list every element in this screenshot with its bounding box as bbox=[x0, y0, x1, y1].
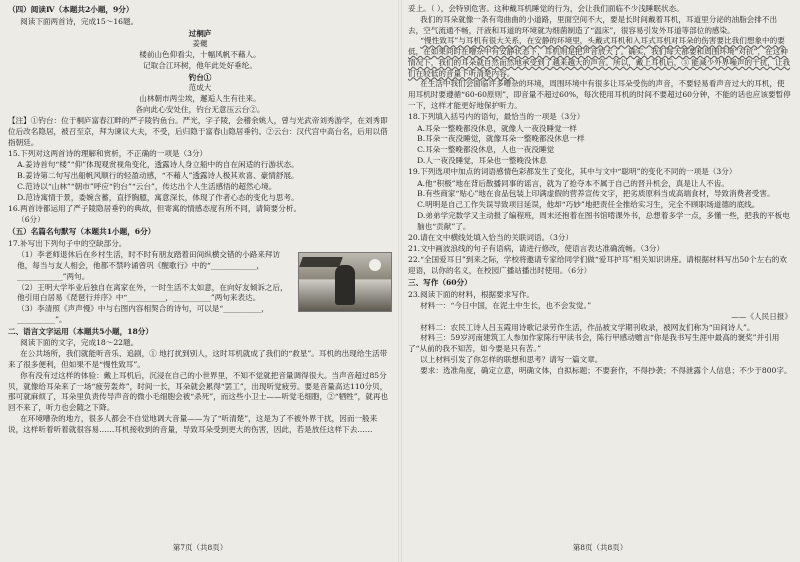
page-fold bbox=[398, 0, 402, 562]
question-19-option-d: D.弟弟学完数学又主动报了编程班，周末还抱着在图书馆啃课外书，总想着多学一点，多懂一些，把我的平板电脑也“贡献”了。 bbox=[417, 210, 790, 231]
moon-shape bbox=[369, 259, 381, 271]
poem-1-title: 过桐庐 bbox=[188, 28, 212, 38]
question-15: 15.下列对这两首诗的理解和赏析，不正确的一项是（3分） bbox=[8, 149, 208, 159]
woman-figure bbox=[335, 265, 355, 305]
poem-2-line-2: 各向此心安处住，钓台无意压云台②。 bbox=[135, 105, 265, 115]
question-16-points: （6分） bbox=[17, 215, 45, 225]
material-1-source: ——《人民日报》 bbox=[731, 311, 792, 321]
page-7-footer: 第7页（共8页） bbox=[172, 543, 228, 553]
material-3: 材料三：59岁河南建筑工人参加作家陈行甲读书会，陈行甲感动赠言“你是我书写生涯中最高的褒奖”并引用了“从前的我不知苦，如今要是只有苦。” bbox=[408, 333, 780, 354]
passage-paragraph-2: 你有没有过这样的体验：戴上耳机后，沉浸在自己的小世界里，不知不觉就把音量调得很大。当声音超过85分贝，就像给耳朵来了一场“疲劳轰炸”，时间一长，耳朵就会累得“罢工”，出现听觉疲劳。要是音量高达110分贝，那可就麻烦了，耳朵里负责传导声音的微小毛细胞会被“杀死”，而这些小卫士——听觉毛细胞，②“牺牲”，就再也回不来了，听力也会随之下降。 bbox=[8, 370, 389, 413]
question-21: 21.文中画波浪线的句子有语病，请进行修改，使语言表达准确流畅。（3分） bbox=[408, 244, 665, 254]
question-15-option-b: B.姜诗第二句写出船帆风顺行的轻盈动感，“不藉人”透露诗人极其欢喜、豪情舒展。 bbox=[17, 171, 299, 181]
passage-paragraph-3: 在环境嘈杂的地方，很多人都会不自觉地调大音量——为了“听清楚”，这是为了不被外界干扰，因而一般来说，这样听着听着就很容易……耳机接收到的音量，导致耳朵受到更大的伤害，因此，若是放任这样下去…… bbox=[8, 413, 378, 434]
page-8 bbox=[408, 4, 792, 556]
passage-paragraph-6: 在生活中我们会面临许多嘈杂的环境，周围环境中有很多让耳朵受伤的声音，不要轻易看声音过大的耳机，使用耳机时要遵循“60-60原则”，即音量不超过60%，每次使用耳机的时间不要超过60分钟，不能的话也应该要暂停一下，这样才能更好地保护听力。 bbox=[408, 79, 791, 111]
question-18: 18.下列填入括号内的语句，最恰当的一项是（3分） bbox=[408, 112, 585, 122]
material-2: 材料二：农民工诗人吕玉霞用诗歌记录劳作生活，作品被文学期刊收录，被网友们称为“田间诗人”。 bbox=[420, 322, 755, 332]
section-4-title: （四）阅读Ⅳ（本题共2小题，9分） bbox=[8, 5, 134, 14]
question-19-option-c: C.明明是自己工作失误导致项目延误，他却“巧妙”地把责任全推给实习生，完全不顾职场道德的底线。 bbox=[417, 200, 760, 210]
eave-shape bbox=[299, 257, 343, 267]
poem-1-line-1: 楼前山色仰看尖，十幅风帆不藉人。 bbox=[139, 50, 261, 60]
poem-note: 【注】①钓台：位于桐庐富春江畔的严子陵钓鱼台。严光，字子陵，会稽余姚人，曾与光武帝刘秀游学，在刘秀即位后改名隐居，被召至京，拜为谏议大夫，不受，后归隐于富春山隐居垂钓。②云台：汉代宫中高台名，后用以借指朝廷。 bbox=[8, 116, 388, 147]
section-4-intro: 阅读下面两首诗，完成15～16题。 bbox=[20, 16, 139, 26]
question-23-prompt: 以上材料引发了你怎样的联想和思考？请写一篇文章。 bbox=[420, 355, 603, 364]
question-19: 19.下列选项中加点的词语感情色彩都发生了变化，其中与文中“聪明”的变化不同的一项是（3分） bbox=[408, 167, 737, 177]
section-2-title: 二、语言文字运用（本题共5小题，18分） bbox=[8, 326, 153, 336]
page-7 bbox=[8, 4, 392, 556]
section-3-title: 三、写作（60分） bbox=[408, 278, 472, 288]
question-19-option-b: B.有些商家“贴心”地在食品包装上印满虚假的营养宣传文字，把劣质原料当成高端食材，导致消费者受害。 bbox=[417, 189, 775, 199]
question-18-option-a: A.耳朵一整晚都没休息，就像人一夜没睡觉一样 bbox=[417, 123, 577, 133]
question-15-option-c: C.范诗以“山林”“朝市”呼应“钓台”“云台”，传达出个人生活感悟的超然心境。 bbox=[17, 182, 277, 191]
passage-continued: 妥上。（ ），会特别危害。这种戴耳机睡觉的行为，会让我们面临不少浅睡眠状态。 bbox=[408, 4, 684, 13]
section-2-intro: 阅读下面的文字，完成18～22题。 bbox=[20, 338, 139, 348]
question-15-option-d: D.范诗寓情于景，委婉含蓄，直抒胸臆，寓意深长，体现了作者心态的变化与思考。 bbox=[17, 192, 299, 202]
question-22: 22.“全国爱耳日”到来之际，学校将邀请专家给同学们做“爱耳护耳”相关知识讲座。请根据材料写出50个左右的欢迎语，以你的名义，在校园广播站播出时使用。（6分） bbox=[408, 255, 787, 276]
poem-2-line-1: 山林朝市两尘埃，邂逅人生有往来。 bbox=[139, 94, 261, 104]
question-19-option-a: A.他“积极”地在背后散播同事的谣言，就为了抢夺本不属于自己的晋升机会，真是让人不齿。 bbox=[417, 178, 729, 188]
poem-1-line-2: 记取合江环树，他年此处好垂纶。 bbox=[143, 60, 257, 70]
passage-paragraph-1: 在公共场所，我们就能听音乐、追剧，① 地打扰到别人，这时耳机就成了我们的“救星”。耳机的出现给生活带来了很多便利，但如果不是“慢性致耳”。 bbox=[8, 349, 388, 369]
section-5-title: （五）名篇名句默写（本题共1小题，6分） bbox=[8, 227, 156, 237]
question-23: 23.阅读下面的材料，根据要求写作。 bbox=[408, 289, 534, 299]
question-15-option-a: A.姜诗首句“楼”“仰”体现观赏视角变化，透露诗人身立船中的自在闲适的行游状态。 bbox=[17, 160, 299, 170]
question-18-option-b: B.耳朵一夜没睡觉，就像耳朵一整晚都没休息一样 bbox=[417, 134, 585, 144]
question-17-3: （3）李清照《声声慢》中与右图内容相契合的诗句，可以是“__________，__________”。 bbox=[17, 304, 269, 324]
poem-2-author: 范成大 bbox=[188, 83, 212, 93]
page-8-footer: 第8页（共8页） bbox=[572, 543, 628, 553]
question-17-1: （1）李老师退休后在乡村生活，时不时有朋友踏着田间纵横交错的小路来拜访他，每当与友人相会，他都不禁吟诵曾巩《醒歌行》中的“____________，____________”两句。 bbox=[17, 250, 281, 281]
question-17: 17.补写出下列句子中的空缺部分。 bbox=[8, 238, 127, 248]
question-23-requirements: 要求：选准角度，确定立意，明确文体，自拟标题；不要套作，不得抄袭；不得泄露个人信息；不少于800字。 bbox=[420, 365, 792, 375]
poem-1-author: 姜夔 bbox=[192, 39, 208, 49]
question-18-option-d: D.人一夜没睡觉，耳朵也一整晚没休息 bbox=[417, 155, 547, 165]
question-16: 16.两首诗都运用了严子陵隐居垂钓的典故，但寄寓的情感态度有所不同，请简要分析。 bbox=[8, 204, 302, 214]
question-18-option-c: C.耳朵一整晚都没休息，人也一夜没睡觉 bbox=[417, 145, 555, 155]
question-17-2: （2）王明大学毕业后独自在离家在外，一时生活不太如意，在向好友倾诉之后，他引用白居易《琵琶行并序》中“__________，__________”两句来表达。 bbox=[17, 282, 288, 303]
material-1: 材料一：“今日中国，在泥土中生长，也不会发觉。” bbox=[420, 301, 592, 311]
passage-paragraph-5: “慢性致耳”与耳机有很大关系，在安静的环境里，头戴式耳机和入耳式耳机对耳朵的伤害要比我们想象中的要低，在如果同时在嘈杂中有安静状态下，耳机则是把声音放大了。确实，我们每天都要和周围环境“对抗”，在这种情况下，我们的耳朵就自然而然地承受到了越来越大的声音。所以，戴上耳机后，③ 能减少外界噪声的干扰，让我们在较低的音量下听清楚内容。 bbox=[408, 36, 791, 78]
passage-paragraph-4: 我们的耳朵就像一条有弯曲曲的小道路，里面空间不大，要是长时间戴着耳机，耳道里分泌的油脂会排不出去，空气流通不畅，汗液和耳道的环境就为细菌制造了“温床”，很容易引发外耳道等部位的感染。 bbox=[408, 14, 778, 35]
li-qingzhao-illustration bbox=[298, 252, 392, 312]
question-20: 20.请在文中横线处填入恰当的关联词语。（3分） bbox=[408, 232, 573, 242]
poem-2-title: 钓台① bbox=[188, 72, 212, 82]
